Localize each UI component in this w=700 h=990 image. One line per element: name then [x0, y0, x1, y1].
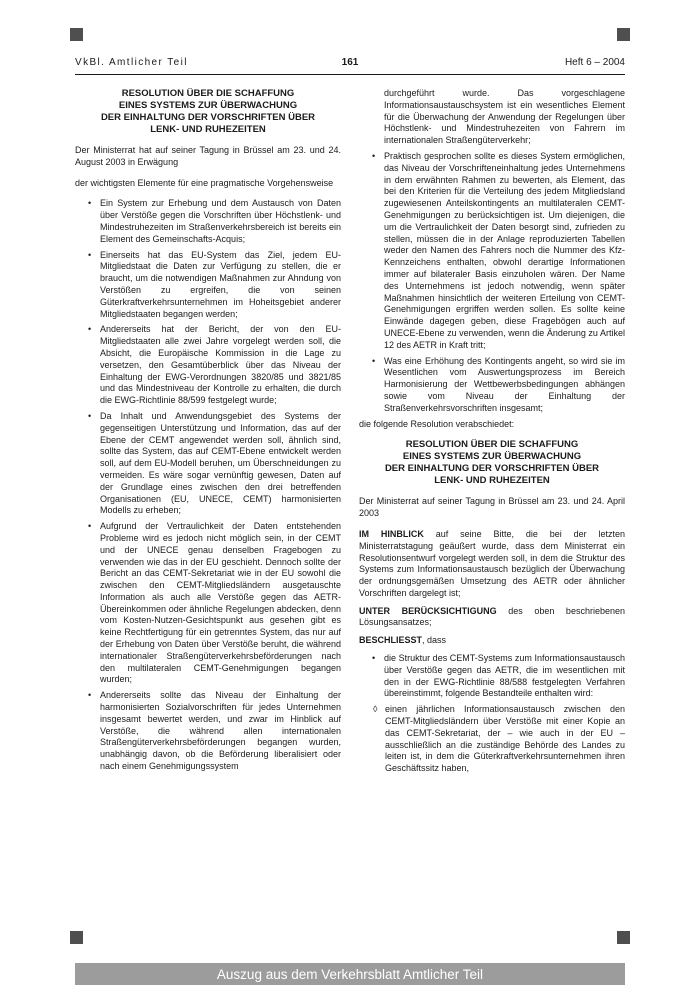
clause-text: des oben beschriebenen Lösungsansatzes;	[359, 605, 625, 628]
bullet-icon: •	[88, 249, 92, 260]
bullet-icon: •	[372, 355, 376, 366]
list-item-text: Aufgrund der Vertraulichkeit der Daten entstehenden Probleme wird es jedoch nicht möglich sein, in der CEMT und der UNECE genau denselben Fragebogen zu verwenden wie das in der EU geschieht. Dennoch sollte der Bericht an das CEMT-Sekretariat wie in der EU sowohl die zwischen den CEMT-Mitgliedsländern ausgetauschte Information als auch alle Verstöße gegen das AETR-Übereinkommen oder ähnliche Regelungen abdecken, denn vom Kosten-Nutzen-Gesichtspunkt aus gesehen gibt es keine Rechtfertigung für ein getrenntes System, das nur auf der Erhebung von Daten über Verstöße beruht, die während internationaler Straßengüterverkehrsbeförderungen nach den multilateralen CEMT-Genehmigungen begangen wurden;	[100, 521, 341, 685]
session-line: Der Ministerrat auf seiner Tagung in Brüssel am 23. und 24. April 2003	[359, 496, 625, 519]
bullet-icon: •	[88, 324, 92, 335]
resolution-title-repeat	[359, 439, 625, 487]
clause-lead: BESCHLIESST	[359, 635, 423, 646]
page-header	[75, 56, 625, 75]
list-item	[88, 411, 341, 517]
registration-mark-bottom-right	[617, 931, 630, 944]
list-item	[88, 198, 341, 245]
left-column	[75, 88, 341, 779]
list-item-text: Ein System zur Erhebung und dem Austausch von Daten über Verstöße gegen die Vorschriften über Höchstlenk- und Mindestruhezeiten im Straßenverkehrsbereich ist bereits ein Element des Gemeinschafts-Acquis;	[100, 198, 341, 244]
lead-in-paragraph: der wichtigsten Elemente für eine pragmatische Vorgehensweise	[75, 177, 334, 188]
issue-number: Heft 6 – 2004	[564, 57, 625, 68]
continuation-paragraph: durchgeführt wurde. Das vorgeschlagene Informationsaustauschsystem ist ein wesentliches Element für die Überwachung der Anwendung der Regelungen über Höchstlenk- und Mindestruhezeiten von Fahrern im internationalen Straßengüterverkehr;	[384, 88, 625, 146]
title-line: RESOLUTION ÜBER DIE SCHAFFUNG	[405, 439, 579, 451]
registration-mark-bottom-left	[70, 931, 83, 944]
list-item-text: die Struktur des CEMT-Systems zum Informationsaustausch über Verstöße gegen das AETR, die im wesentlichen mit den in der EWG-Richtlinie 88/588 festgelegten Verfahren übereinstimmt, folgende Bestandteile enthalten wird:	[384, 653, 625, 699]
bullet-icon: •	[88, 198, 92, 209]
diamond-icon: ◊	[373, 704, 378, 715]
clause-paragraph	[359, 606, 625, 630]
title-line: DER EINHALTUNG DER VORSCHRIFTEN ÜBER	[100, 112, 316, 123]
bullet-icon: •	[88, 410, 92, 421]
clause-lead: IM HINBLICK	[359, 528, 424, 539]
list-item-text: Andererseits hat der Bericht, der von den EU-Mitgliedstaaten alle zwei Jahre vorgelegt werden soll, die Absicht, die Europäische Kommission in die Lage zu versetzen, den Gesamtüberblick über das Niveau der Einhaltung der EWG-Verordnungen 3820/85 und 3821/85 und das Mindestniveau der Kontrolle zu erhalten, die durch die EWG-Richtlinie 88/599 festgelegt wurde;	[100, 324, 341, 406]
list-item-text: Andererseits sollte das Niveau der Einhaltung der harmonisierten Sozialvorschriften für jedes Unternehmen insgesamt bewertet werden, und zwar im Hinblick auf Verstöße, die während allen internationalen Straßengüterverkehrsbeförderungen begangen wurden, unabhängig davon, ob die Beförderung liberalisiert oder nach einem Genehmigungssystem	[100, 690, 341, 772]
clause-paragraph	[359, 635, 625, 647]
title-line: RESOLUTION ÜBER DIE SCHAFFUNG	[121, 88, 295, 99]
title-line: LENK- UND RUHEZEITEN	[434, 475, 550, 487]
list-item-text: Was eine Erhöhung des Kontingents angeht, so wird sie im Wesentlichen vom Auswertungsprozess im Bereich Harmonisierung der Wettbewerbsbedingungen abhängen sowie vom Niveau der Einhaltung der Straßenverkehrsvorschriften insgesamt;	[384, 355, 625, 413]
two-column-body	[75, 88, 625, 779]
bullet-icon: •	[372, 150, 376, 161]
sub-list-item-text: einen jährlichen Informationsaustausch zwischen den CEMT-Mitgliedsländern über Verstöße mit einer Kopie an das CEMT-Sekretariat, der – wie auch in der EU – ausschließlich an die zuständige Behörde des Landes zu leiten ist, in dem die Güterkraftverkehrsunternehmen ihren Geschäftssitz haben,	[385, 704, 625, 774]
resolution-title	[75, 88, 341, 136]
list-item-text: Praktisch gesprochen sollte es dieses System ermöglichen, das Niveau der Vorschrifteneinhaltung jedes Unternehmens in dem erwähnten Rahmen zu bewerten, als Element, das bei den Kriterien für die Verteilung des jedem Mitgliedsland zugewiesenen Anteilskontingents an multilateralen CEMT-Genehmigungen zu berücksichtigen ist. Um diejenigen, die um die Vertraulichkeit der Daten besorgt sind, zufrieden zu stellen, müssen die in der Anlage reproduzierten Tabellen weder den Namen des Fahrers noch die Nummer des Kfz-Kennzeichens enthalten, obwohl derartige Informationen immer auf bilateraler Basis einzuholen wären. Der Name des Unternehmens ist jedoch notwendig, wenn später Maßnahmen hinsichtlich der weiteren Erteilung von CEMT-Genehmigungen ergriffen werden sollen. Es sollte keine Einwände dagegen geben, diese Fragebögen auch auf UNECE-Ebene zu verwenden, wenn die Änderung zu Artikel 12 des AETR in Kraft tritt;	[384, 150, 625, 350]
bullet-icon: •	[372, 653, 376, 664]
bullet-icon: •	[88, 690, 92, 701]
title-line: LENK- UND RUHEZEITEN	[150, 124, 266, 135]
list-item	[88, 324, 341, 407]
adopted-line: die folgende Resolution verabschiedet:	[359, 418, 515, 429]
intro-paragraph: Der Ministerrat hat auf seiner Tagung in Brüssel am 23. und 24. August 2003 in Erwägung	[75, 145, 341, 167]
title-line: EINES SYSTEMS ZUR ÜBERWACHUNG	[402, 451, 582, 463]
title-line: DER EINHALTUNG DER VORSCHRIFTEN ÜBER	[384, 463, 600, 475]
right-column	[359, 88, 625, 779]
journal-name: VkBl. Amtlicher Teil	[75, 57, 188, 68]
clause-text: auf seine Bitte, die bei der letzten Ministerratstagung geäußert wurde, dass dem Ministerrat ein Resolutionsentwurf vorgelegt werden soll, in dem die Struktur des Systems zum Informationsaustausch bezüglich der Überwachung der ordnungsgemäßen Umsetzung des AETR oder ähnlicher Vorschriften dargelegt ist;	[359, 528, 625, 598]
page-number: 161	[341, 57, 359, 68]
sub-list-item	[373, 704, 625, 775]
list-item	[372, 653, 625, 700]
clause-lead: UNTER BERÜCKSICHTIGUNG	[359, 605, 497, 616]
list-item	[372, 151, 625, 352]
footer-bar	[75, 963, 625, 985]
title-line: EINES SYSTEMS ZUR ÜBERWACHUNG	[118, 100, 298, 111]
list-item	[88, 690, 341, 773]
list-item-text: Da Inhalt und Anwendungsgebiet des Systems der gegenseitigen Unterstützung und Information, das auf der Ebene der CEMT angewendet werden soll, ähnlich sind, sollte das System, das auf CEMT-Ebene entwickelt werden soll, auf dem EU-Modell beruhen, um Überschneidungen zu vermeiden. Es wäre sogar vernünftig gewesen, Daten auf der Grundlage eines zwischen den drei betreffenden Organisationen (EU, UNECE, CEMT) harmonisierten Modells zu erheben;	[100, 410, 341, 516]
clause-paragraph	[359, 529, 625, 600]
list-item-text: Einerseits hat das EU-System das Ziel, jedem EU-Mitgliedstaat die Daten zur Verfügung zu stellen, die er braucht, um die notwendigen Maßnahmen zur Ahndung von Verstößen zu ergreifen, die von seinen Güterkraftverkehrsunternehmen im Hoheitsgebiet anderer Mitgliedstaaten begangen werden;	[100, 249, 341, 319]
footer-text: Auszug aus dem Verkehrsblatt Amtlicher Teil	[216, 966, 484, 982]
registration-mark-top-left	[70, 28, 83, 41]
list-item	[372, 356, 625, 415]
registration-mark-top-right	[617, 28, 630, 41]
clause-text: , dass	[422, 635, 447, 646]
list-item	[88, 521, 341, 686]
bullet-icon: •	[88, 521, 92, 532]
list-item	[88, 250, 341, 321]
